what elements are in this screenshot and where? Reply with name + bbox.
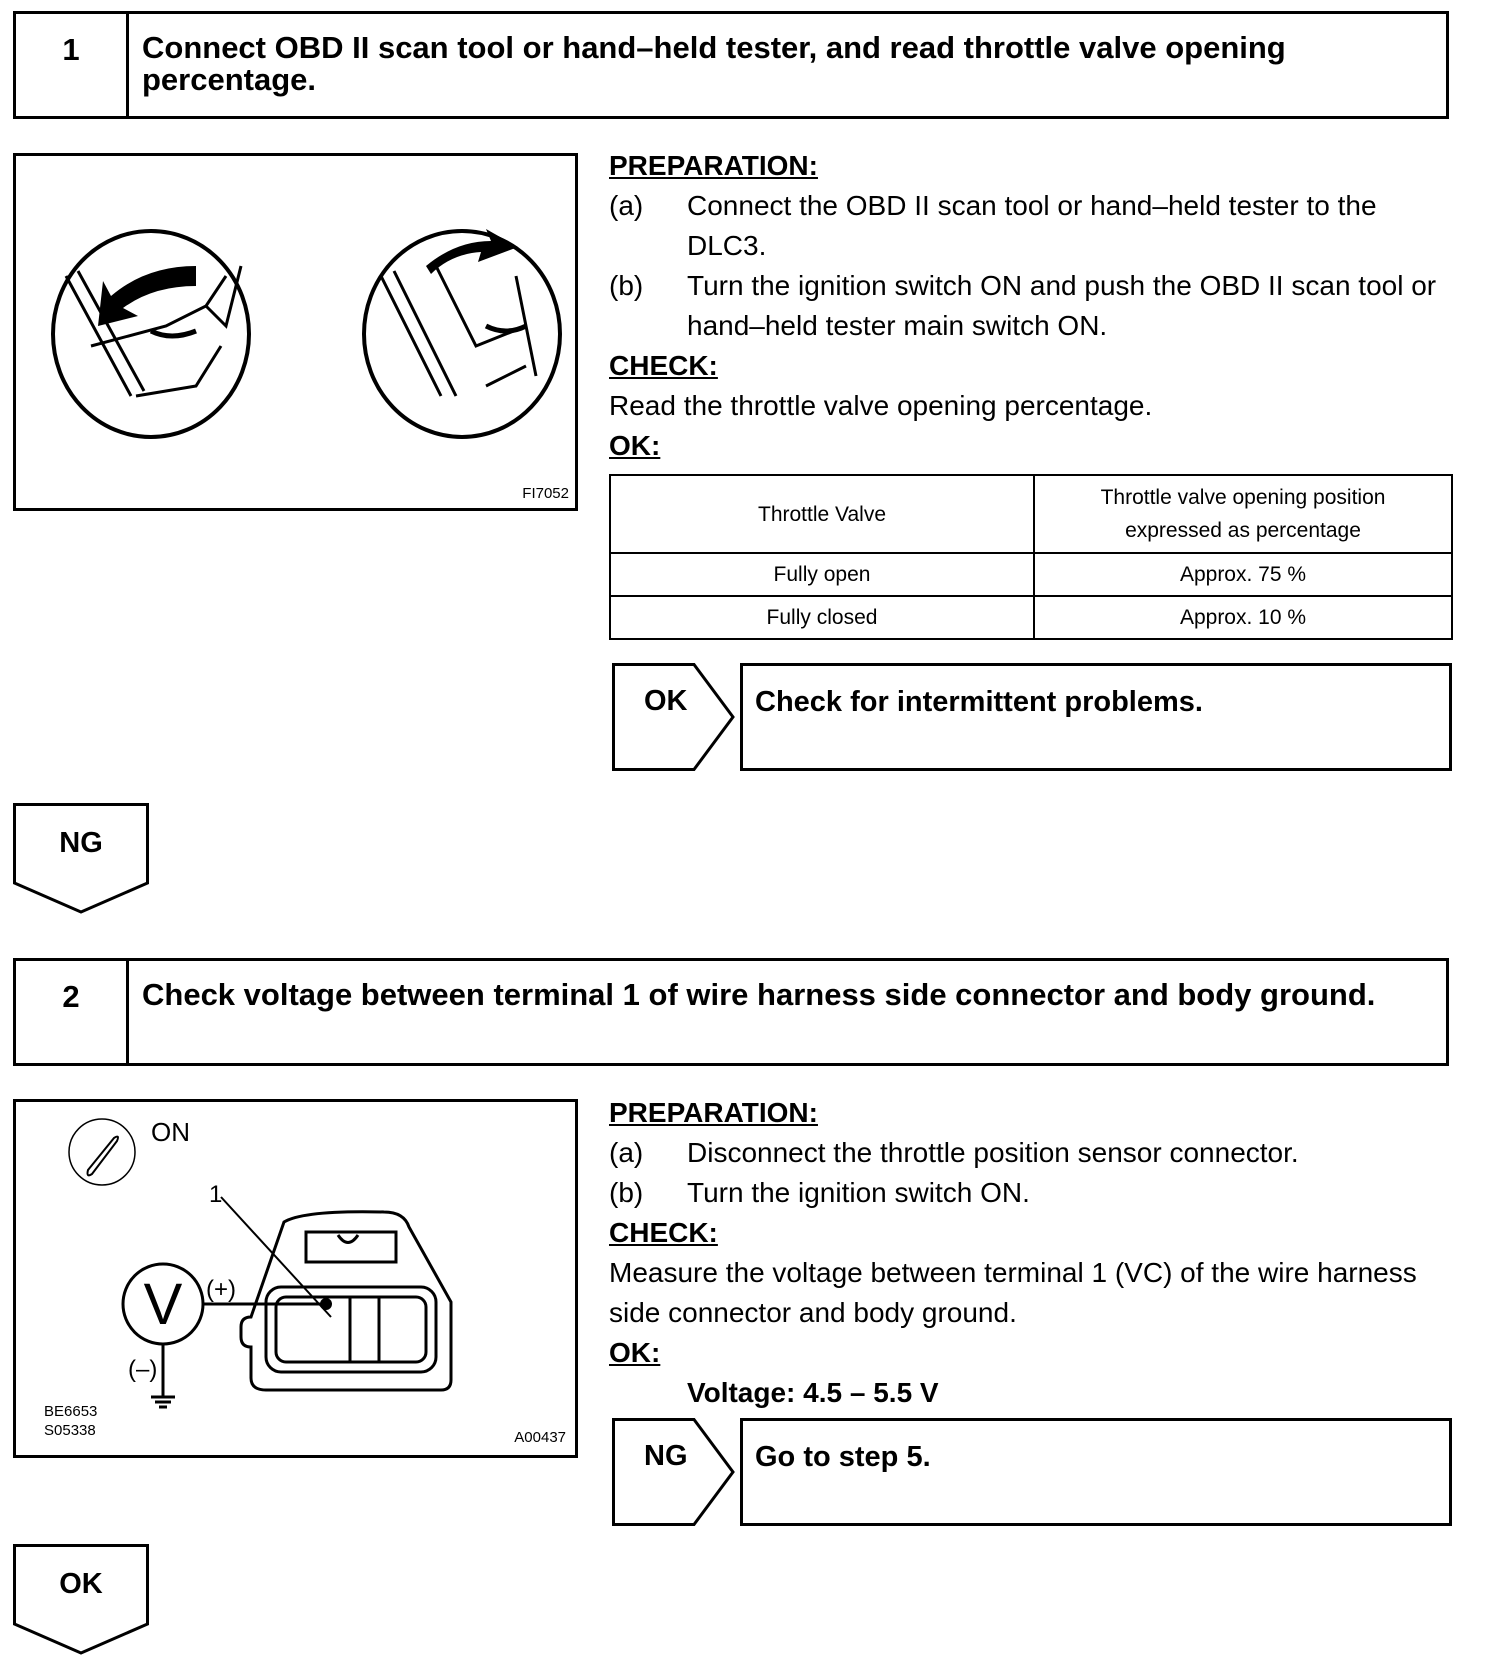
ok-label: OK: (609, 1337, 661, 1368)
table-row (610, 596, 1452, 639)
item-key: (b) (609, 1177, 644, 1208)
step-title: Check voltage between terminal 1 of wire harness side connector and body ground. (142, 977, 1376, 1012)
cell: Approx. 10 % (1034, 596, 1452, 639)
prep-item (609, 1173, 1454, 1213)
prep-item (609, 186, 1454, 266)
plus-label: (+) (206, 1276, 236, 1303)
check-label: CHECK: (609, 350, 718, 381)
header-cell: Throttle Valve (610, 475, 1034, 553)
step-2-instructions (609, 1093, 1454, 1413)
result-message: Check for intermittent problems. (740, 663, 1452, 771)
step-title: Connect OBD II scan tool or hand–held tester, and read throttle valve opening percentage. (142, 30, 1286, 97)
check-text: Measure the voltage between terminal 1 (VC) of the wire harness side connector and body ground. (609, 1257, 1417, 1328)
connector-voltmeter-diagram (16, 1102, 575, 1455)
terminal-label: 1 (209, 1181, 223, 1208)
ng-result (612, 1418, 1452, 1526)
result-message: Go to step 5. (740, 1418, 1452, 1526)
figure-code: BE6653 (44, 1403, 98, 1420)
step-2-header (13, 958, 1449, 1066)
step-1-header (13, 11, 1449, 119)
step-number: 2 (16, 961, 129, 1063)
table-row (610, 553, 1452, 596)
item-text: Turn the ignition switch ON. (687, 1177, 1030, 1208)
result-tag: OK (644, 685, 688, 717)
cell: Fully closed (610, 596, 1034, 639)
cell: Fully open (610, 553, 1034, 596)
minus-label: (–) (128, 1356, 158, 1383)
ignition-on-label: ON (151, 1117, 190, 1147)
figure-code: S05338 (44, 1422, 96, 1439)
ok-value: Voltage: 4.5 – 5.5 V (687, 1377, 939, 1408)
item-text: Turn the ignition switch ON and push the OBD II scan tool or hand–held tester main switch ON. (687, 270, 1437, 341)
check-label: CHECK: (609, 1217, 718, 1248)
accelerator-pedal-illustration (16, 156, 575, 508)
result-tag: NG (644, 1440, 688, 1472)
ng-next-arrow (13, 803, 149, 915)
pedal-figure (13, 153, 578, 511)
prep-item (609, 266, 1454, 346)
item-key: (a) (609, 1137, 644, 1168)
figure-code: A00437 (514, 1429, 566, 1446)
arrow-icon (426, 229, 518, 274)
step-number: 1 (16, 14, 129, 116)
step-1-instructions (609, 146, 1454, 466)
header-cell: Throttle valve opening position expressed as percentage (1034, 475, 1452, 553)
prep-item (609, 1133, 1454, 1173)
item-text: Disconnect the throttle position sensor connector. (687, 1137, 1299, 1168)
ok-label: OK: (609, 430, 661, 461)
item-key: (b) (609, 270, 644, 301)
next-tag: NG (59, 827, 103, 859)
spec-table (609, 474, 1453, 640)
item-key: (a) (609, 190, 644, 221)
preparation-label: PREPARATION: (609, 1097, 818, 1128)
voltmeter-label: V (143, 1272, 183, 1337)
table-header-row (610, 475, 1452, 553)
ok-next-arrow (13, 1544, 149, 1656)
preparation-label: PREPARATION: (609, 150, 818, 181)
next-tag: OK (59, 1568, 103, 1600)
voltage-figure (13, 1099, 578, 1458)
cell: Approx. 75 % (1034, 553, 1452, 596)
check-text: Read the throttle valve opening percentage. (609, 390, 1153, 421)
item-text: Connect the OBD II scan tool or hand–held tester to the DLC3. (687, 190, 1377, 261)
figure-code: FI7052 (522, 485, 569, 502)
ok-result (612, 663, 1452, 771)
